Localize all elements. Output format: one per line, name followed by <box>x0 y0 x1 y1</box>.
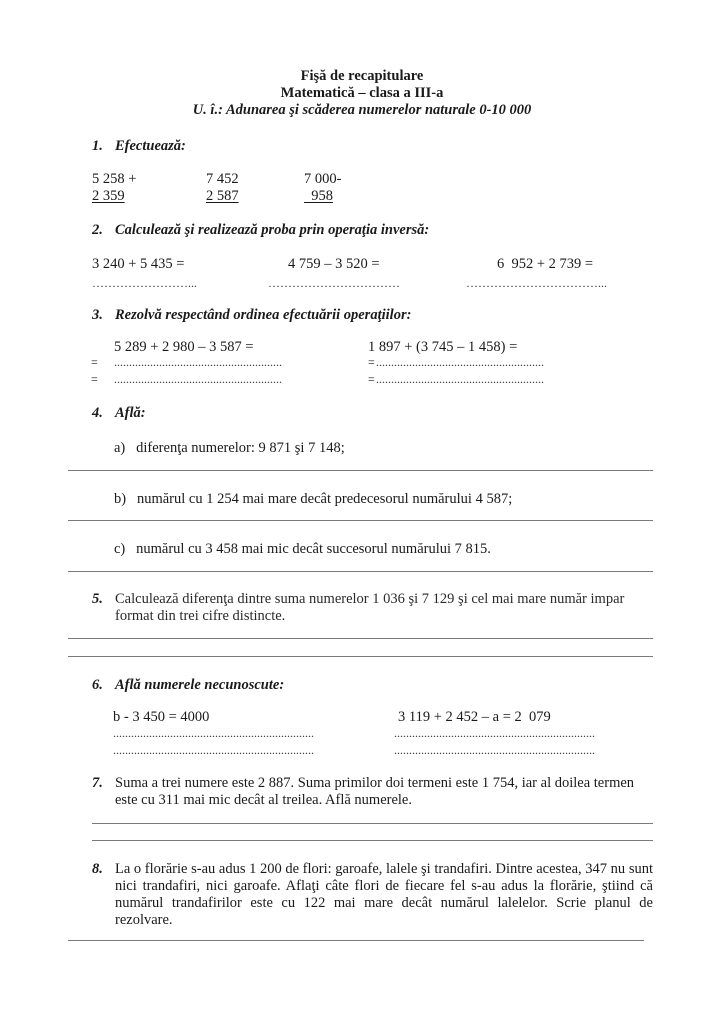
ex3-title: Rezolvă respectând ordinea efectuării operaţiilor: <box>115 307 412 323</box>
ex1-heading <box>92 138 186 155</box>
ex4-item-b: b) numărul cu 1 254 mai mare decât predecesorul numărului 4 587; <box>114 491 513 507</box>
ex8-answer-line[interactable] <box>68 940 644 941</box>
ex3-dots-left-1[interactable]: ........................................................ <box>114 355 282 369</box>
ex4-title: Află: <box>115 405 146 421</box>
ex3-op1: 5 289 + 2 980 – 3 587 = <box>114 339 254 355</box>
ex3-dots-right-1[interactable]: ........................................................ <box>376 355 544 369</box>
ex5-number: 5. <box>92 591 103 607</box>
ex6-op1: b - 3 450 = 4000 <box>113 709 210 725</box>
ex4-answer-line-a[interactable] <box>68 470 653 471</box>
ex1-op2-bottom: 2 587 <box>206 188 239 204</box>
ex1-op3-bottom: 958 <box>304 188 333 204</box>
ex2-heading <box>92 222 429 239</box>
ex6-dots-left-1[interactable]: ................................................................... <box>113 726 314 740</box>
ex6-dots-right-1[interactable]: ................................................................... <box>394 726 595 740</box>
ex1-title: Efectuează: <box>115 138 186 154</box>
ex6-op2: 3 119 + 2 452 – a = 2 079 <box>398 709 551 725</box>
ex7-answer-line-1[interactable] <box>92 823 653 824</box>
ex7-text: Suma a trei numere este 2 887. Suma primilor doi termeni este 1 754, iar al doilea termen este cu 311 mai mic decât al treilea. Află numerele. <box>115 775 635 808</box>
ex7-answer-line-2[interactable] <box>92 840 653 841</box>
ex3-eq-right-2: = <box>368 372 375 386</box>
ex3-dots-right-2[interactable]: ........................................................ <box>376 372 544 386</box>
ex3-eq-left-2: = <box>91 372 98 386</box>
ex1-op1-top: 5 258 + <box>92 171 137 187</box>
ex3-eq-left-1: = <box>91 355 98 369</box>
ex6-dots-left-2[interactable]: ................................................................... <box>113 743 314 757</box>
ex4-item-a: a) diferenţa numerelor: 9 871 şi 7 148; <box>114 440 345 456</box>
ex3-op2: 1 897 + (3 745 – 1 458) = <box>368 339 518 355</box>
ex6-number: 6. <box>92 677 103 693</box>
ex2-answer-dots-3[interactable]: ……………………………... <box>466 276 607 290</box>
ex8-text: La o florărie s-au adus 1 200 de flori: garoafe, lalele şi trandafiri. Dintre acestea, 347 nu sunt nici trandafiri, nici garoafe. Aflaţi câte flori de fiecare fel s-au adus la florărie, ştiind că numărul trandafirilor este cu 122 mai mare decât numărul lalelelor. Scrie planul de rezolvare. <box>115 861 653 928</box>
ex1-number: 1. <box>92 138 103 154</box>
ex8-number: 8. <box>92 861 103 877</box>
ex4-answer-line-b[interactable] <box>68 520 653 521</box>
ex2-op2: 4 759 – 3 520 = <box>288 256 380 272</box>
worksheet-title: Fişă de recapitulare <box>300 68 424 84</box>
ex5-text: Calculează diferenţa dintre suma numerelor 1 036 şi 7 129 şi cel mai mare număr impar format din trei cifre distincte. <box>115 591 625 624</box>
ex2-op1: 3 240 + 5 435 = <box>92 256 185 272</box>
ex2-answer-dots-2[interactable]: …………………………… <box>268 276 400 290</box>
ex3-eq-right-1: = <box>368 355 375 369</box>
ex4-answer-line-c[interactable] <box>68 571 653 572</box>
ex4-heading <box>92 405 146 422</box>
ex6-dots-right-2[interactable]: ................................................................... <box>394 743 595 757</box>
ex4-number: 4. <box>92 405 103 421</box>
ex3-dots-left-2[interactable]: ........................................................ <box>114 372 282 386</box>
ex1-op2-top: 7 452 <box>206 171 239 187</box>
ex6-heading <box>92 677 284 694</box>
ex2-title: Calculează şi realizează proba prin operaţia inversă: <box>115 222 430 238</box>
ex3-number: 3. <box>92 307 103 323</box>
ex6-title: Află numerele necunoscute: <box>115 677 285 693</box>
ex5-answer-line-2[interactable] <box>68 656 653 657</box>
ex1-op1-bottom: 2 359 <box>92 188 125 204</box>
ex2-answer-dots-1[interactable]: ……………………... <box>92 276 197 290</box>
ex4-item-c: c) numărul cu 3 458 mai mic decât succesorul numărului 7 815. <box>114 541 491 557</box>
ex2-op3: 6 952 + 2 739 = <box>497 256 594 272</box>
worksheet-unit: U. î.: Adunarea şi scăderea numerelor naturale 0-10 000 <box>192 102 532 118</box>
ex7-number: 7. <box>92 775 103 791</box>
ex3-heading <box>92 307 411 324</box>
ex1-op3-top: 7 000- <box>304 171 342 187</box>
ex5-answer-line-1[interactable] <box>68 638 653 639</box>
worksheet-subtitle: Matematică – clasa a III-a <box>280 85 444 101</box>
ex2-number: 2. <box>92 222 103 238</box>
